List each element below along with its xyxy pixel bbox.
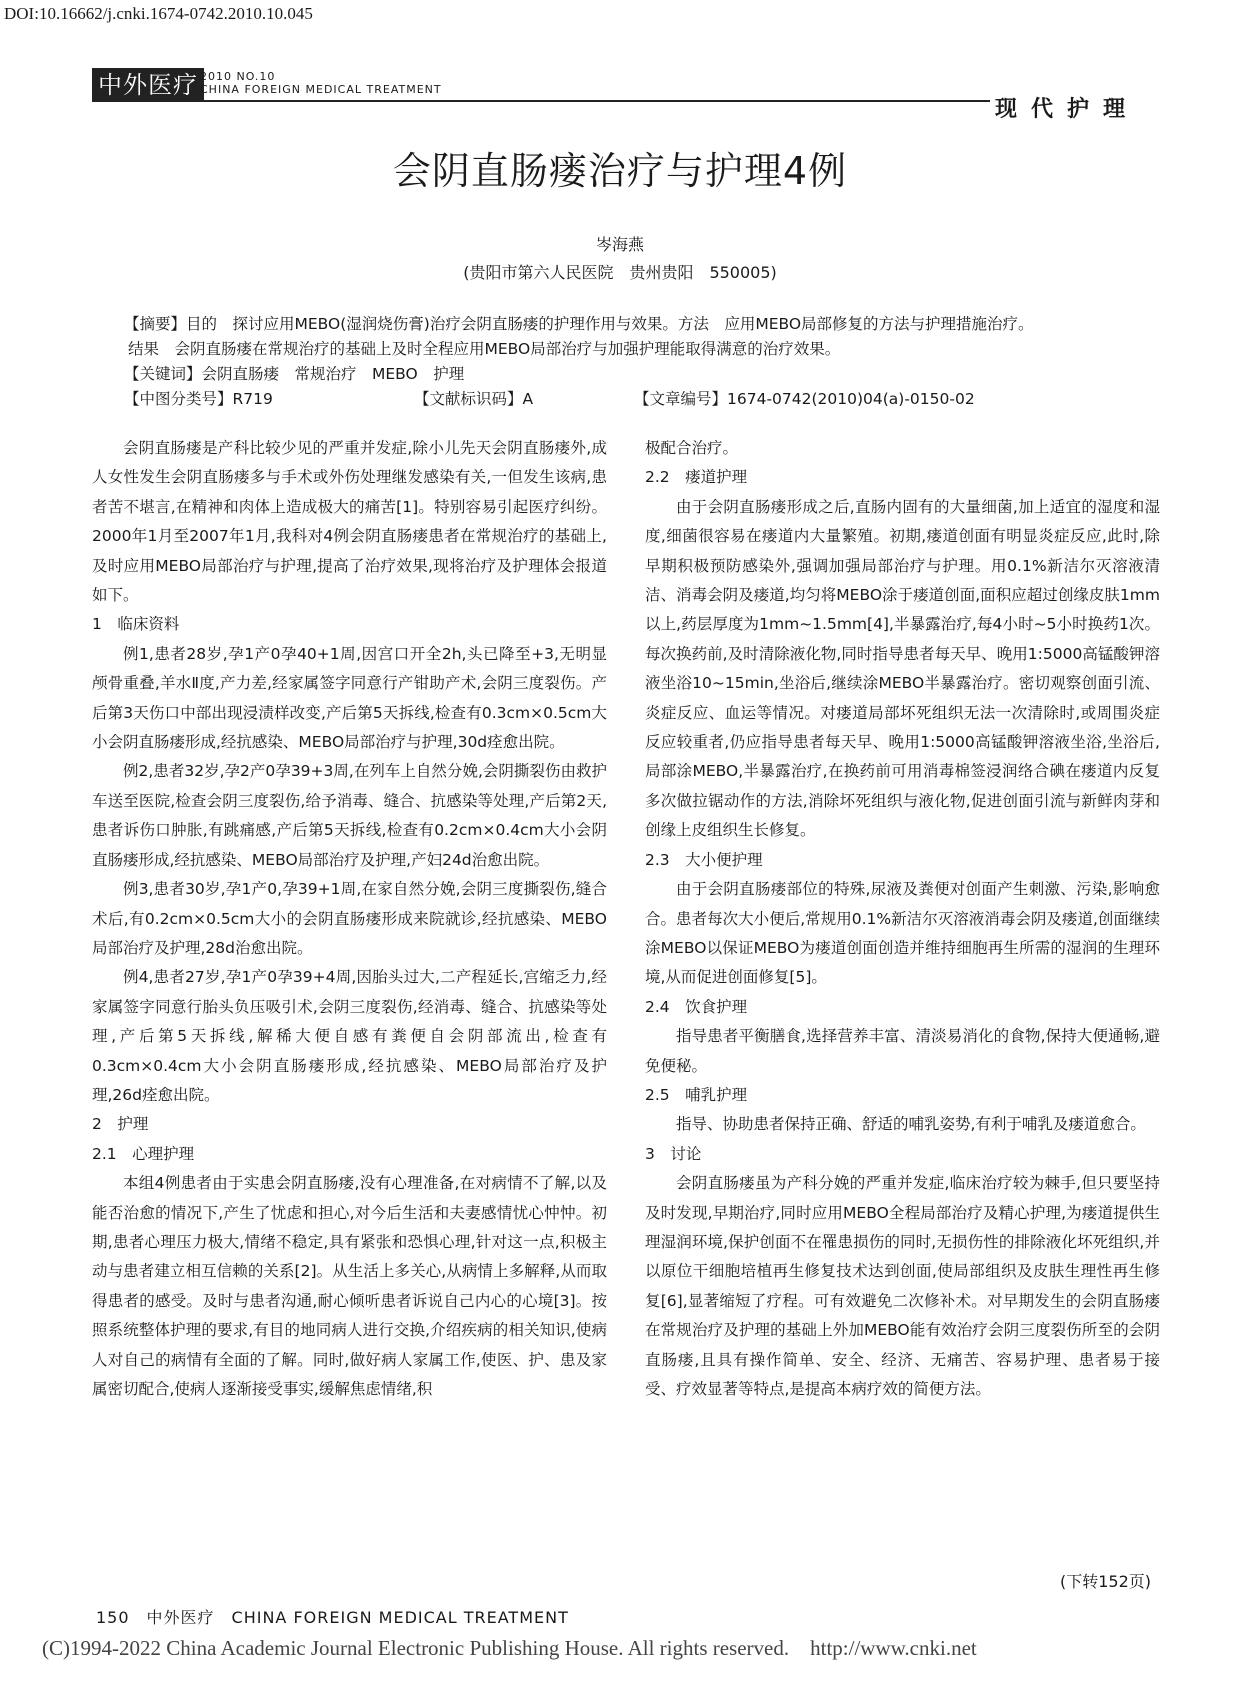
- heading-2-1: 2.1 心理护理: [92, 1144, 195, 1163]
- classification-row: [124, 387, 1124, 412]
- heading-2-4: 2.4 饮食护理: [645, 997, 748, 1016]
- heading-1: 1 临床资料: [92, 615, 180, 634]
- header-rule: [92, 100, 990, 102]
- journal-logo: 中外医疗: [92, 68, 204, 102]
- article-title: 会阴直肠瘘治疗与护理4例: [392, 149, 848, 193]
- fistula-care-paragraph: 由于会阴直肠瘘形成之后,直肠内固有的大量细菌,加上适宜的湿度和湿度,细菌很容易在瘘道内大量繁殖。初期,瘘道创面有明显炎症反应,此时,除早期积极预防感染外,强调加强局部治疗与护理。用0.1%新洁尔灭溶液清洁、消毒会阴及瘘道,均匀将MEBO涂于瘘道创面,面积应超过创缘皮肤1mm以上,药层厚度为1mm~1.5mm[4],半暴露治疗,每4小时~5小时换药1次。每次换药前,及时清除液化物,同时指导患者每天早、晚用1:5000高锰酸钾溶液坐浴10~15min,坐浴后,继续涂MEBO半暴露治疗。密切观察创面引流、炎症反应、血运等情况。对瘘道局部坏死组织无法一次清除时,或周围炎症反应较重者,仍应指导患者每天早、晚用1:5000高锰酸钾溶液坐浴,坐浴后,局部涂MEBO,半暴露治疗,在换药前可用消毒棉签浸润络合碘在瘘道内反复多次做拉锯动作的方法,消除坏死组织与液化物,促进创面引流与新鲜肉芽和创缘上皮组织生长修复。: [645, 497, 1160, 840]
- left-column: [92, 434, 607, 1404]
- psych-care-continued: 极配合治疗。: [645, 439, 739, 457]
- continued-note: (下转152页): [1060, 1572, 1152, 1591]
- heading-2-2: 2.2 瘘道护理: [645, 468, 748, 487]
- heading-2-3: 2.3 大小便护理: [645, 850, 763, 869]
- lactation-care-paragraph: 指导、协助患者保持正确、舒适的哺乳姿势,有利于哺乳及瘘道愈合。: [676, 1115, 1146, 1134]
- heading-2: 2 护理: [92, 1115, 149, 1134]
- copyright-line: (C)1994-2022 China Academic Journal Electronic Publishing House. All rights reserved. http://www.cnki.net: [42, 1636, 977, 1660]
- issue-info: [200, 70, 442, 96]
- heading-2-5: 2.5 哺乳护理: [645, 1085, 748, 1104]
- journal-english-name: CHINA FOREIGN MEDICAL TREATMENT: [200, 83, 442, 96]
- abstract-line-1: 【摘要】目的 探讨应用MEBO(湿润烧伤膏)治疗会阴直肠瘘的护理作用与效果。方法 应用MEBO局部修复的方法与护理措施治疗。: [124, 315, 1034, 333]
- case-4-paragraph: 例4,患者27岁,孕1产0孕39+4周,因胎头过大,二产程延长,宫缩乏力,经家属签字同意行胎头负压吸引术,会阴三度裂伤,经消毒、缝合、抗感染等处理,产后第5天拆线,解稀大便自感有粪便自会阴部流出,检查有0.3cm×0.4cm大小会阴直肠瘘形成,经抗感染、MEBO局部治疗及护理,26d痊愈出院。: [92, 968, 607, 1104]
- case-3-paragraph: 例3,患者30岁,孕1产0,孕39+1周,在家自然分娩,会阴三度撕裂伤,缝合术后,有0.2cm×0.5cm大小的会阴直肠瘘形成来院就诊,经抗感染、MEBO局部治疗及护理,28d治愈出院。: [92, 880, 607, 957]
- excretion-care-paragraph: 由于会阴直肠瘘部位的特殊,尿液及粪便对创面产生刺激、污染,影响愈合。患者每次大小便后,常规用0.1%新洁尔灭溶液消毒会阴及瘘道,创面继续涂MEBO以保证MEBO为瘘道创面创造并维持细胞再生所需的湿润的生理环境,从而促进创面修复[5]。: [645, 880, 1160, 987]
- author: 岑海燕: [595, 235, 644, 254]
- document-code: 【文献标识码】A: [414, 390, 534, 408]
- keywords: 【关键词】会阴直肠瘘 常规治疗 MEBO 护理: [124, 365, 465, 383]
- affiliation: (贵阳市第六人民医院 贵州贵阳 550005): [463, 263, 777, 282]
- case-1-paragraph: 例1,患者28岁,孕1产0孕40+1周,因宫口开全2h,头已降至+3,无明显颅骨重叠,羊水Ⅱ度,产力差,经家属签字同意行产钳助产术,会阴三度裂伤。产后第3天伤口中部出现浸渍样改变,产后第5天拆线,检查有0.3cm×0.5cm大小会阴直肠瘘形成,经抗感染、MEBO局部治疗与护理,30d痊愈出院。: [92, 644, 607, 752]
- clc-number: 【中图分类号】R719: [124, 390, 273, 408]
- diet-care-paragraph: 指导患者平衡膳食,选择营养丰富、清淡易消化的食物,保持大便通畅,避免便秘。: [645, 1027, 1160, 1075]
- abstract-line-2: 结果 会阴直肠瘘在常规治疗的基础上及时全程应用MEBO局部治疗与加强护理能取得满意的治疗效果。: [128, 340, 841, 358]
- heading-3: 3 讨论: [645, 1144, 702, 1163]
- discussion-paragraph: 会阴直肠瘘虽为产科分娩的严重并发症,临床治疗较为棘手,但只要坚持及时发现,早期治疗,同时应用MEBO全程局部治疗及精心护理,为瘘道提供生理湿润环境,保护创面不在罹患损伤的同时,无损伤性的排除液化坏死组织,并以原位干细胞培植再生修复技术达到创面,使局部组织及皮肤生理性再生修复[6],显著缩短了疗程。可有效避免二次修补术。对早期发生的会阴直肠瘘在常规治疗及护理的基础上外加MEBO能有效治疗会阴三度裂伤所至的会阴直肠瘘,且具有操作简单、安全、经济、无痛苦、容易护理、患者易于接受、疗效显著等特点,是提高本病疗效的简便方法。: [645, 1174, 1160, 1398]
- doi-line: DOI:10.16662/j.cnki.1674-0742.2010.10.045: [4, 4, 313, 23]
- page-footer: 150 中外医疗 CHINA FOREIGN MEDICAL TREATMENT: [96, 1608, 569, 1627]
- right-column: [645, 434, 1160, 1404]
- article-number: 【文章编号】1674-0742(2010)04(a)-0150-02: [634, 390, 975, 408]
- section-label: 现代护理: [995, 97, 1140, 122]
- abstract-block: [124, 312, 1124, 412]
- case-2-paragraph: 例2,患者32岁,孕2产0孕39+3周,在列车上自然分娩,会阴撕裂伤由救护车送至医院,检查会阴三度裂伤,给予消毒、缝合、抗感染等处理,产后第2天,患者诉伤口肿胀,有跳痛感,产后第5天拆线,检查有0.2cm×0.4cm大小会阴直肠瘘形成,经抗感染、MEBO局部治疗及护理,产妇24d治愈出院。: [92, 762, 607, 869]
- psych-care-paragraph: 本组4例患者由于实患会阴直肠瘘,没有心理准备,在对病情不了解,以及能否治愈的情况下,产生了忧虑和担心,对今后生活和夫妻感情忧心忡忡。初期,患者心理压力极大,情绪不稳定,具有紧张和恐惧心理,针对这一点,积极主动与患者建立相互信赖的关系[2]。从生活上多关心,从病情上多解释,从而取得患者的感受。及时与患者沟通,耐心倾听患者诉说自己内心的心境[3]。按照系统整体护理的要求,有目的地同病人进行交换,介绍疾病的相关知识,使病人对自己的病情有全面的了解。同时,做好病人家属工作,使医、护、患及家属密切配合,使病人逐渐接受事实,缓解焦虑情绪,积: [92, 1174, 607, 1398]
- intro-paragraph: 会阴直肠瘘是产科比较少见的严重并发症,除小儿先天会阴直肠瘘外,成人女性发生会阴直肠瘘多与手术或外伤处理继发感染有关,一但发生该病,患者苦不堪言,在精神和肉体上造成极大的痛苦[1]。特别容易引起医疗纠纷。2000年1月至2007年1月,我科对4例会阴直肠瘘患者在常规治疗的基础上,及时应用MEBO局部治疗与护理,提高了治疗效果,现将治疗及护理体会报道如下。: [92, 439, 607, 605]
- issue-number: 2010 NO.10: [200, 70, 276, 83]
